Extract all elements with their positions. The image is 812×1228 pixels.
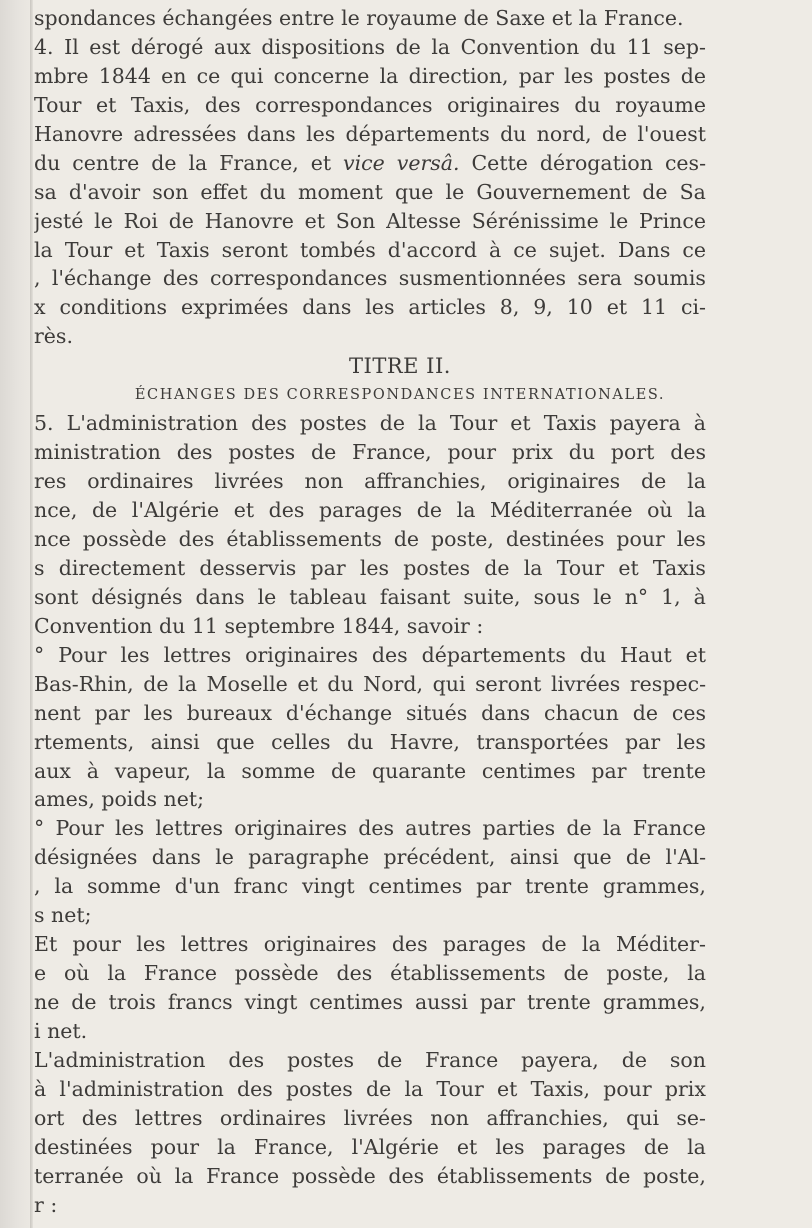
text-line: destinées pour la France, l'Algérie et les parages de la	[34, 1134, 706, 1159]
text-line: jesté le Roi de Hanovre et Son Altesse Sérénissime le Prince	[34, 208, 706, 233]
text-line: rtements, ainsi que celles du Havre, transportées par les	[34, 729, 706, 754]
text-line: sa d'avoir son effet du moment que le Gouvernement de Sa	[34, 179, 706, 204]
text-line: nce, de l'Algérie et des parages de la Méditerranée où la	[34, 498, 706, 523]
paragraph-article-4	[34, 4, 706, 351]
text-line: s directement desservis par les postes de la Tour et Taxis	[34, 555, 706, 580]
text-line: r :	[34, 1192, 58, 1217]
text-line: sont désignés dans le tableau faisant suite, sous le n° 1, à	[34, 584, 706, 609]
text-line: x conditions exprimées dans les articles 8, 9, 10 et 11 ci-	[34, 295, 706, 320]
text-line: , la somme d'un franc vingt centimes par trente grammes,	[34, 874, 706, 899]
text-line: L'administration des postes de France payera, de son	[34, 1047, 706, 1072]
text-line: 4. Il est dérogé aux dispositions de la Convention du 11 sep-	[34, 34, 706, 59]
page-gutter	[0, 0, 30, 1228]
section-subtitle: ÉCHANGES DES CORRESPONDANCES INTERNATIONALES.	[134, 387, 666, 404]
text-line: désignées dans le paragraphe précédent, ainsi que de l'Al-	[34, 845, 706, 870]
text-line: mbre 1844 en ce qui concerne la direction, par les postes de	[34, 63, 706, 88]
text-line: terranée où la France possède des établissements de poste,	[34, 1163, 706, 1188]
text-line: aux à vapeur, la somme de quarante centimes par trente	[34, 758, 706, 783]
text-line: du centre de la France, et vice versâ. Cette dérogation ces-	[34, 150, 706, 175]
text-line: i net.	[34, 1018, 88, 1043]
text-line: ° Pour les lettres originaires des départements du Haut et	[34, 642, 706, 667]
text-line: nent par les bureaux d'échange situés dans chacun de ces	[34, 700, 706, 725]
text-line: ° Pour les lettres originaires des autres parties de la France	[34, 816, 706, 841]
text-line: nce possède des établissements de poste, destinées pour les	[34, 527, 706, 551]
text-line: ort des lettres ordinaires livrées non affranchies, qui se-	[34, 1105, 706, 1130]
text-line: e où la France possède des établissements de poste, la	[34, 961, 706, 986]
text-line: 5. L'administration des postes de la Tour et Taxis payera à	[34, 411, 706, 436]
text-line: s net;	[34, 903, 92, 928]
text-line: , l'échange des correspondances susmentionnées sera soumis	[34, 266, 706, 291]
section-title: TITRE II.	[349, 354, 451, 379]
text-line: Convention du 11 septembre 1844, savoir :	[34, 613, 484, 638]
text-line: ne de trois francs vingt centimes aussi par trente grammes,	[34, 990, 706, 1014]
text-line: ministration des postes de France, pour prix du port des	[34, 440, 706, 465]
binding-shadow	[30, 0, 33, 1228]
text-line: la Tour et Taxis seront tombés d'accord à ce sujet. Dans ce	[34, 237, 706, 262]
text-line: Hanovre adressées dans les départements du nord, de l'ouest	[34, 121, 706, 146]
text-line: ames, poids net;	[34, 787, 205, 812]
text-line: spondances échangées entre le royaume de Saxe et la France.	[34, 6, 684, 30]
text-line: à l'administration des postes de la Tour et Taxis, pour prix	[34, 1076, 706, 1101]
text-line: rès.	[34, 324, 73, 349]
text-line: Bas-Rhin, de la Moselle et du Nord, qui seront livrées respec-	[34, 671, 706, 696]
text-line: res ordinaires livrées non affranchies, originaires de la	[34, 469, 706, 494]
text-line: Et pour les lettres originaires des parages de la Méditer-	[34, 932, 706, 957]
text-line: Tour et Taxis, des correspondances originaires du royaume	[34, 92, 706, 117]
paragraph-article-5	[34, 409, 706, 1219]
document-page	[34, 4, 706, 1220]
